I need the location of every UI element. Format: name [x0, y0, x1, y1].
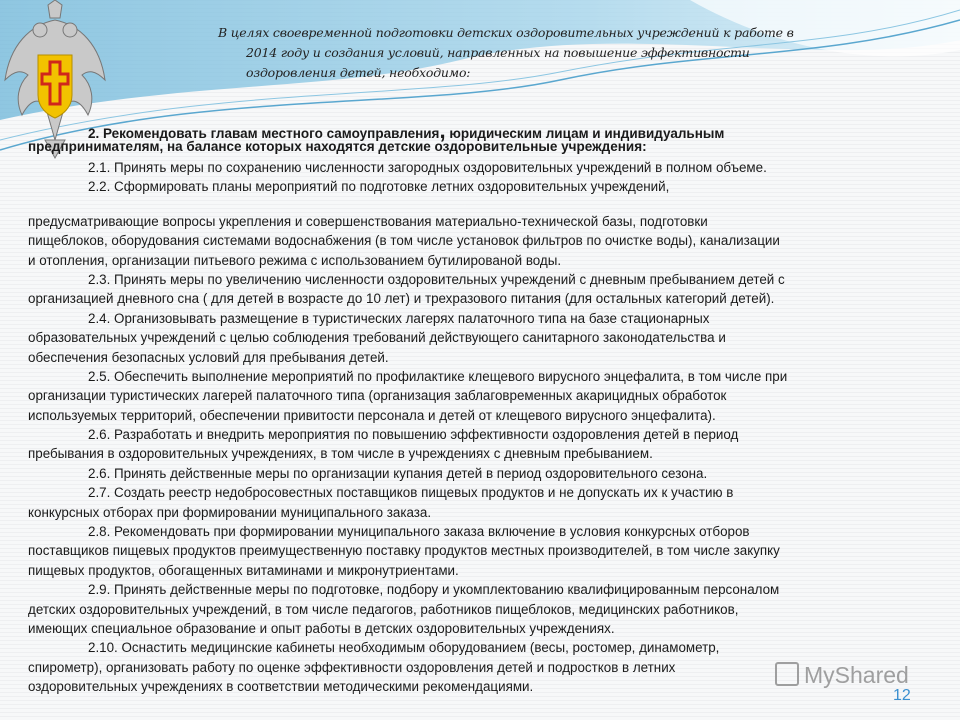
section-heading-line2: предпринимателям, на балансе которых находятся детские оздоровительные учреждения: — [28, 139, 647, 154]
heading-part: юридическим лицам и индивидуальным — [445, 126, 725, 141]
intro-line: В целях своевременной подготовки детских оздоровительных учреждений к работе в — [218, 25, 794, 40]
text-line: 2.10. Оснастить медицинские кабинеты необходимым оборудованием (весы, ростомер, динамометр, — [88, 640, 720, 656]
text-line: пищевых продуктов, обогащенных витаминами и микронутриентами. — [28, 562, 459, 578]
text-line: 2.8. Рекомендовать при формировании муниципального заказа включение в условия конкурсных отборов — [88, 524, 750, 540]
heading-part: 2. Рекомендовать главам местного самоуправления — [88, 126, 440, 141]
text-line: имеющих специальное образование и опыт работы в детских оздоровительных учреждениях. — [28, 620, 615, 636]
text-line: используемых территорий, обеспечении привитости персонала и детей от клещевого вирусного энцефалита). — [28, 407, 716, 423]
text-line: конкурсных отборах при формировании муниципального заказа. — [28, 504, 432, 520]
text-line: 2.7. Создать реестр недобросовестных поставщиков пищевых продуктов и не допускать их к участию в — [88, 485, 734, 501]
heading-comma: , — [439, 118, 446, 143]
text-line: детских оздоровительных учреждений, в том числе педагогов, работников пищеблоков, медицинских работников, — [28, 601, 739, 617]
text-line: 2.1. Принять меры по сохранению численности загородных оздоровительных учреждений в полном объеме. — [88, 160, 767, 175]
text-line: организацией дневного сна ( для детей в возрасте до 10 лет) и трехразового питания (для остальных категорий детей). — [28, 291, 775, 307]
text-line: 2.2. Сформировать планы мероприятий по подготовке летних оздоровительных учреждений, — [88, 179, 670, 195]
text-line: поставщиков пищевых продуктов преимущественную поставку продуктов местных производителей, в том числе закупку — [28, 543, 780, 559]
recommendations-list — [28, 158, 938, 697]
text-line: спирометр), организовать работу по оценке эффективности оздоровления детей и подростков в летних — [28, 659, 676, 675]
text-line: предусматривающие вопросы укрепления и совершенствования материально-технической базы, подготовки — [28, 213, 708, 229]
myshared-logo-icon — [775, 662, 799, 686]
text-line: 2.6. Принять действенные меры по организации купания детей в период оздоровительного сезона. — [88, 465, 708, 481]
text-line: 2.3. Принять меры по увеличению численности оздоровительных учреждений с дневным пребыванием детей с — [88, 271, 785, 287]
intro-line: оздоровления детей, необходимо: — [246, 65, 471, 80]
text-line: оздоровительных учреждениях в соответствии методическими рекомендациями. — [28, 679, 534, 695]
text-line: пребывания в оздоровительных учреждениях, в том числе в учреждениях с дневным пребыванием. — [28, 446, 653, 462]
intro-line: 2014 году и создания условий, направленных на повышение эффективности — [246, 45, 750, 60]
text-line: 2.9. Принять действенные меры по подготовке, подбору и укомплектованию квалифицированным персоналом — [88, 582, 780, 598]
text-line: и отопления, организации питьевого режима с использованием бутилированой воды. — [28, 252, 562, 268]
text-line: 2.6. Разработать и внедрить мероприятия по повышению эффективности оздоровления детей в период — [88, 427, 739, 443]
text-line: обеспечения безопасных условий для пребывания детей. — [28, 349, 389, 365]
text-line: пищеблоков, оборудования системами водоснабжения (в том числе установок фильтров по очистке воды), канализации — [28, 233, 780, 249]
watermark-text: MyShared — [804, 662, 909, 688]
text-line: 2.4. Организовывать размещение в туристических лагерях палаточного типа на базе стационарных — [88, 310, 710, 326]
page-number: 12 — [893, 687, 911, 704]
text-line: образовательных учреждений с целью соблюдения требований действующего санитарного законодательства и — [28, 330, 726, 346]
watermark — [775, 662, 909, 689]
text-line: организации туристических лагерей палаточного типа (организация заблаговременных акарицидных обработок — [28, 388, 727, 404]
text-line: 2.5. Обеспечить выполнение мероприятий по профилактике клещевого вирусного энцефалита, в том числе при — [88, 368, 788, 384]
